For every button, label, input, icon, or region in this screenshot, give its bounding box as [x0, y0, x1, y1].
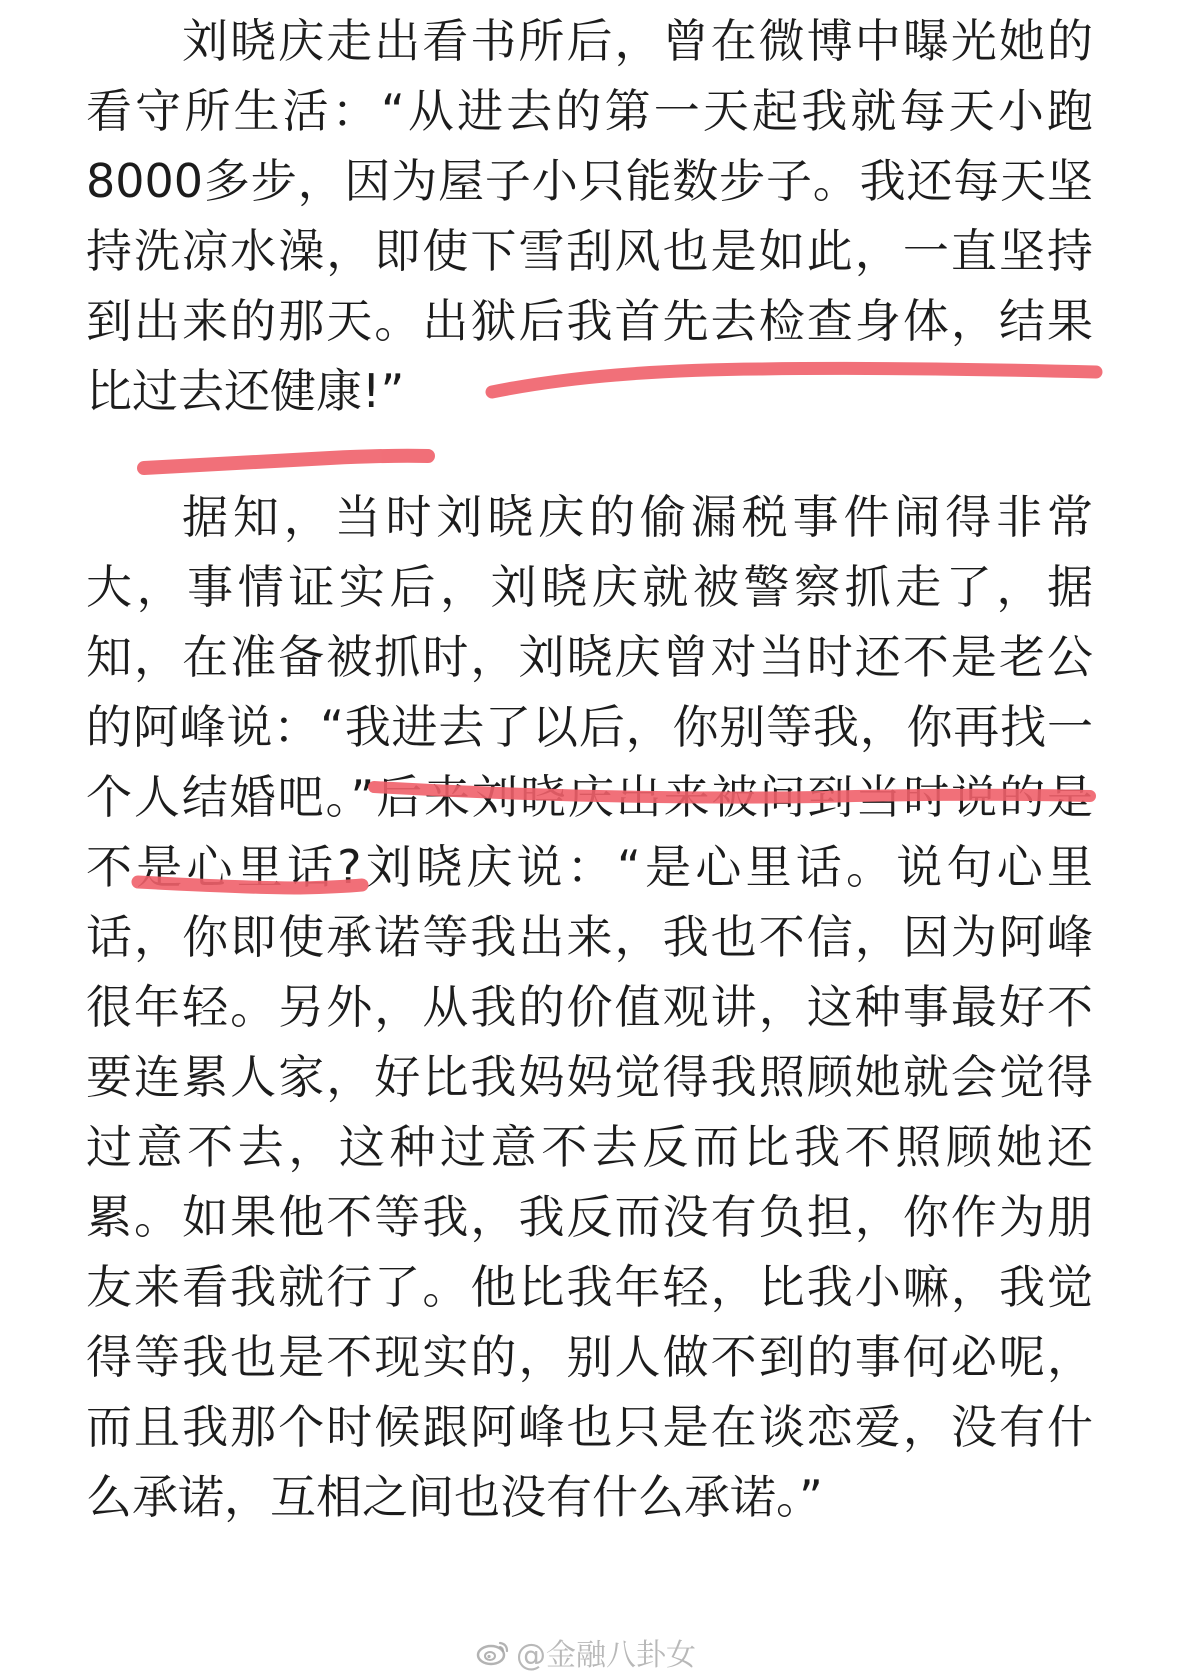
- text-line: 话，你即使承诺等我出来，我也不信，因为阿峰: [86, 910, 1093, 964]
- text-line: 比过去还健康!”: [86, 364, 405, 418]
- text-line: 知，在准备被抓时，刘晓庆曾对当时还不是老公: [86, 630, 1093, 684]
- text-line: 得等我也是不现实的，别人做不到的事何必呢，: [86, 1330, 1093, 1384]
- text-line: 刘晓庆走出看书所后，曾在微博中曝光她的: [182, 14, 1093, 68]
- text-line: 友来看我就行了。他比我年轻，比我小嘛，我觉: [86, 1260, 1093, 1314]
- text-line: 大，事情证实后，刘晓庆就被警察抓走了，据: [86, 560, 1093, 614]
- text-line: 到出来的那天。出狱后我首先去检查身体，结果: [86, 294, 1093, 348]
- text-line: 而且我那个时候跟阿峰也只是在谈恋爱，没有什: [86, 1400, 1093, 1454]
- text-line: 么承诺，互相之间也没有什么承诺。”: [86, 1470, 823, 1524]
- weibo-icon: [476, 1638, 510, 1666]
- text-line: 很年轻。另外，从我的价值观讲，这种事最好不: [86, 980, 1093, 1034]
- text-line: 要连累人家，好比我妈妈觉得我照顾她就会觉得: [86, 1050, 1093, 1104]
- text-line: 8000多步，因为屋子小只能数步子。我还每天坚: [86, 154, 1093, 208]
- text-line: 看守所生活：“从进去的第一天起我就每天小跑: [86, 84, 1093, 138]
- text-line: 不是心里话?刘晓庆说：“是心里话。说句心里: [86, 840, 1093, 894]
- text-line: 过意不去，这种过意不去反而比我不照顾她还: [86, 1120, 1093, 1174]
- watermark: [476, 1632, 696, 1672]
- text-line: 累。如果他不等我，我反而没有负担，你作为朋: [86, 1190, 1093, 1244]
- text-line: 的阿峰说：“我进去了以后，你别等我，你再找一: [86, 700, 1093, 754]
- text-line: 个人结婚吧。”后来刘晓庆出来被问到当时说的是: [86, 770, 1093, 824]
- text-line: 据知，当时刘晓庆的偷漏税事件闹得非常: [182, 490, 1093, 544]
- text-line: 持洗凉水澡，即使下雪刮风也是如此，一直坚持: [86, 224, 1093, 278]
- highlight-stroke: [144, 456, 428, 468]
- watermark-text: @金融八卦女: [516, 1638, 696, 1673]
